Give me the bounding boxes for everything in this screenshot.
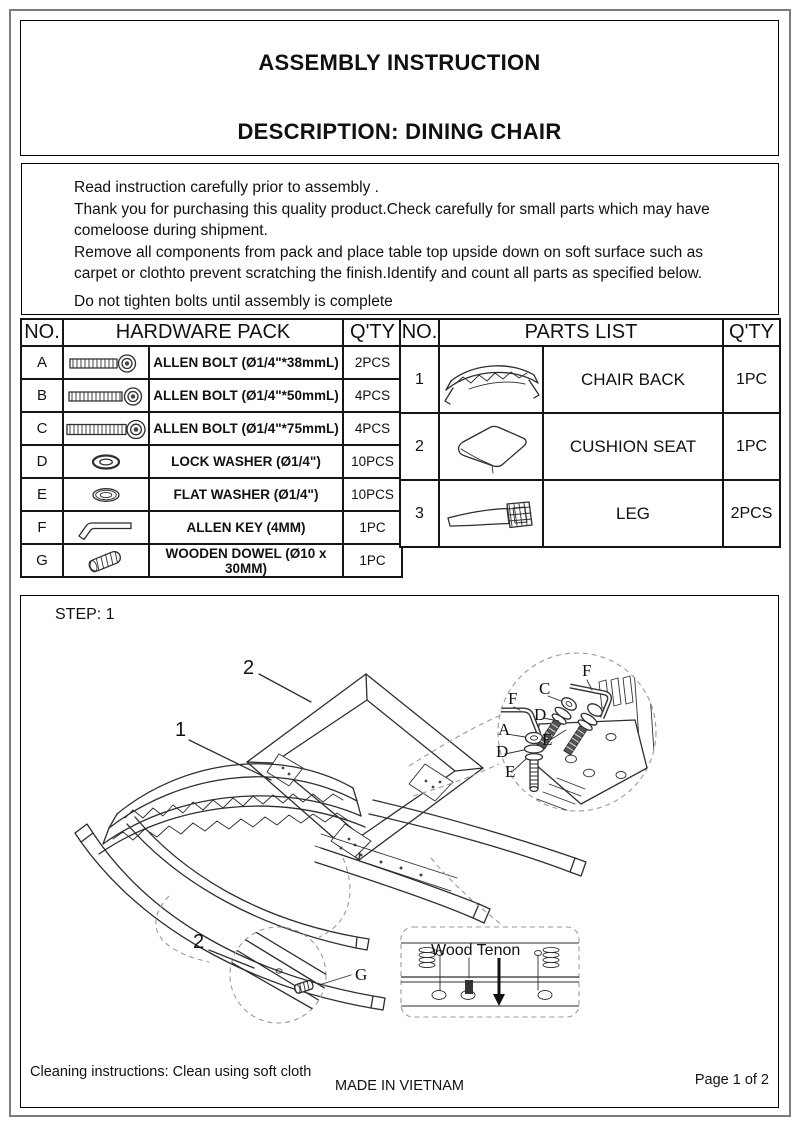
step-label: STEP: 1 (55, 606, 115, 623)
row-label: ALLEN KEY (4MM) (149, 511, 343, 544)
row-no: D (21, 445, 63, 478)
wood-tenon-label: Wood Tenon (431, 942, 521, 959)
hardware-pack-table (20, 318, 403, 578)
hardware-row (21, 379, 402, 412)
label-washer-e-right: E (542, 730, 553, 749)
row-no: 1 (400, 346, 439, 413)
row-no: E (21, 478, 63, 511)
parts-row (400, 480, 780, 547)
label-allen-key-left: F (508, 689, 518, 708)
label-bolt-a: A (498, 720, 511, 739)
row-no: G (21, 544, 63, 577)
page-title: ASSEMBLY INSTRUCTION (258, 50, 541, 75)
parts-row (400, 346, 780, 413)
col-parts-list: PARTS LIST (439, 319, 723, 346)
parts-header-row (400, 319, 780, 346)
wooden-dowel-icon (83, 546, 129, 576)
label-washer-d-left: D (496, 742, 509, 761)
row-label: ALLEN BOLT (Ø1/4"*75mmL) (149, 412, 343, 445)
note-line: Thank you for purchasing this quality product.Check carefully for small parts which may have (74, 200, 710, 218)
callout-seat-frame-bottom: 2 (193, 931, 205, 953)
chair-back-icon (441, 351, 541, 409)
callout-seat-frame: 2 (243, 657, 255, 679)
row-no: 2 (400, 413, 439, 480)
note-line: Remove all components from pack and place table top upside down on soft surface such as (74, 243, 703, 261)
hardware-header-row (21, 319, 402, 346)
hardware-row (21, 346, 402, 379)
row-qty: 10PCS (343, 445, 402, 478)
label-dowel-g: G (355, 965, 368, 984)
allen-bolt-icon (67, 350, 145, 376)
dowel-detail-view (193, 927, 367, 1023)
row-no: 3 (400, 480, 439, 547)
hardware-row (21, 511, 402, 544)
lock-washer-icon (88, 453, 124, 471)
row-label: LEG (543, 480, 723, 547)
row-label: LOCK WASHER (Ø1/4") (149, 445, 343, 478)
row-label: ALLEN BOLT (Ø1/4"*38mmL) (149, 346, 343, 379)
row-qty: 4PCS (343, 379, 402, 412)
allen-bolt-icon (65, 416, 147, 442)
note-line: carpet or clothto prevent scratching the finish.Identify and count all parts as specified below. (74, 265, 703, 282)
row-label: WOODEN DOWEL (Ø10 x 30MM) (149, 544, 343, 577)
notes-box (21, 163, 779, 315)
wood-tenon-detail-view (401, 927, 579, 1017)
row-qty: 4PCS (343, 412, 402, 445)
row-qty: 2PCS (343, 346, 402, 379)
cleaning-instructions: Cleaning instructions: Clean using soft cloth (30, 1064, 312, 1080)
row-qty: 1PC (343, 544, 402, 577)
col-qty: Q'TY (723, 319, 780, 346)
hardware-row (21, 412, 402, 445)
row-qty: 1PC (723, 346, 780, 413)
col-no: NO. (400, 319, 439, 346)
hardware-detail-view (479, 650, 656, 811)
note-line: Read instruction carefully prior to assembly . (74, 179, 379, 196)
hardware-row (21, 478, 402, 511)
callout-chair-back: 1 (175, 719, 187, 741)
allen-bolt-icon (67, 383, 145, 409)
row-label: FLAT WASHER (Ø1/4") (149, 478, 343, 511)
flat-washer-icon (88, 486, 124, 504)
parts-row (400, 413, 780, 480)
row-no: B (21, 379, 63, 412)
row-label: ALLEN BOLT (Ø1/4"*50mmL) (149, 379, 343, 412)
label-washer-d-right: D (534, 705, 547, 724)
parts-list-table (399, 318, 781, 548)
hardware-row (21, 544, 402, 577)
note-line: comeloose during shipment. (74, 222, 268, 239)
col-qty: Q'TY (343, 319, 402, 346)
label-bolt-c: C (539, 679, 551, 698)
step1-box (20, 595, 779, 1108)
label-washer-e-left: E (505, 762, 516, 781)
col-hardware-pack: HARDWARE PACK (63, 319, 343, 346)
row-label: CUSHION SEAT (543, 413, 723, 480)
row-no: A (21, 346, 63, 379)
assembly-diagram (21, 596, 778, 1107)
note-line: Do not tighten bolts until assembly is complete (74, 292, 393, 310)
col-no: NO. (21, 319, 63, 346)
hardware-row (21, 445, 402, 478)
title-box (20, 20, 779, 156)
allen-key-icon (74, 513, 138, 543)
page-number: Page 1 of 2 (694, 1072, 769, 1088)
row-qty: 1PC (723, 413, 780, 480)
row-label: CHAIR BACK (543, 346, 723, 413)
row-qty: 1PC (343, 511, 402, 544)
row-no: C (21, 412, 63, 445)
leg-icon (443, 495, 539, 533)
label-allen-key-right: F (582, 661, 592, 680)
row-qty: 10PCS (343, 478, 402, 511)
made-in-label: MADE IN VIETNAM (335, 1078, 464, 1094)
row-qty: 2PCS (723, 480, 780, 547)
cushion-seat-icon (445, 418, 537, 476)
row-no: F (21, 511, 63, 544)
page-description: DESCRIPTION: DINING CHAIR (237, 119, 562, 144)
